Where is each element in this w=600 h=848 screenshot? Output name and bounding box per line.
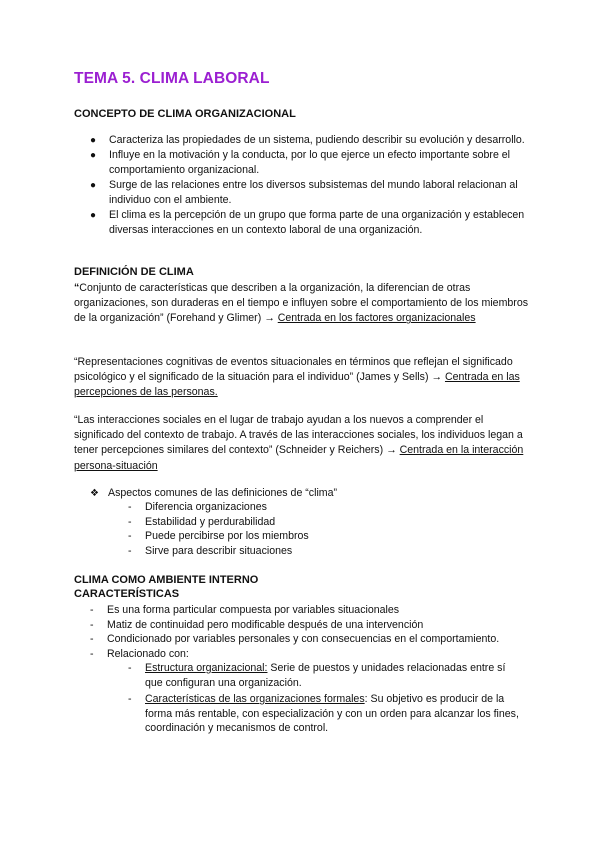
related-list	[128, 661, 523, 736]
definition-focus-label: Centrada en las percepciones de las personas.	[74, 371, 520, 399]
definition-paragraph-3: “Las interacciones sociales en el lugar de trabajo ayudan a los nuevos a comprender el significado del contexto de trabajo. A través de las interacciones sociales, los individuos legan a tener percepciones similares del contexto” (Schneider y Reichers) → Centrada en la interacción persona-situación	[74, 414, 524, 472]
bullet-dot-icon: ●	[90, 150, 97, 161]
concepto-bullet-list	[90, 133, 530, 238]
list-item: - Características de las organizaciones formales: Su objetivo es producir de la forma más rentable, con especialización y con un orden para alcanzar los fines, coordinación y mecanismos de control.	[128, 693, 519, 735]
list-item: - Diferencia organizaciones	[128, 501, 267, 513]
list-item: - Sirve para describir situaciones	[128, 544, 293, 557]
section-heading-concepto: CONCEPTO DE CLIMA ORGANIZACIONAL	[74, 108, 296, 120]
section-subheading-caracteristicas: CARACTERÍSTICAS	[74, 588, 180, 600]
list-item: - Estructura organizacional: Serie de puestos y unidades relacionadas entre sí que configuran una organización.	[128, 662, 506, 689]
bullet-dot-icon: ●	[90, 210, 97, 221]
page-title: TEMA 5. CLIMA LABORAL	[74, 70, 270, 87]
list-item: - Relacionado con:	[90, 647, 189, 660]
list-item: ● El clima es la percepción de un grupo que forma parte de una organización y establecen diversas interacciones en un contexto laboral de una organización.	[90, 209, 525, 236]
list-item: - Puede percibirse por los miembros	[128, 530, 309, 543]
bullet-dot-icon: ●	[90, 135, 97, 146]
list-item: ● Caracteriza las propiedades de un sistema, pudiendo describir su evolución y desarrollo.	[90, 134, 525, 146]
list-item: ● Surge de las relaciones entre los diversos subsistemas del mundo laboral relacionan al individuo con el ambiente.	[90, 179, 518, 206]
definition-focus-label: Centrada en los factores organizacionales	[277, 312, 476, 325]
section-heading-definicion: DEFINICIÓN DE CLIMA	[74, 266, 194, 278]
list-item: - Matiz de continuidad pero modificable después de una intervención	[90, 618, 424, 631]
list-item: - Estabilidad y perdurabilidad	[128, 515, 276, 528]
aspects-item: ❖ Aspectos comunes de las definiciones de “clima”	[90, 487, 338, 499]
section-heading-clima-interno: CLIMA COMO AMBIENTE INTERNO	[74, 574, 259, 586]
list-item: - Condicionado por variables personales y con consecuencias en el comportamiento.	[90, 633, 500, 646]
definition-paragraph-1: “Conjunto de características que describen a la organización, la diferencian de otras organizaciones, son duraderas en el tiempo e influyen sobre el comportamiento de los miembros de la organización” (Forehand y Glimer) → Centrada en los factores organizacionales	[74, 282, 529, 325]
list-item: ● Influye en la motivación y la conducta, por lo que ejerce un efecto importante sobre el comportamiento organizacional.	[90, 149, 511, 176]
definition-paragraph-2: “Representaciones cognitivas de eventos situacionales en términos que reflejan el significado psicológico y el significado de la situación para el individuo” (James y Sells) → Centrada en las percepciones de las personas.	[74, 356, 520, 399]
list-item: - Es una forma particular compuesta por variables situacionales	[90, 604, 400, 616]
characteristics-list	[90, 603, 540, 661]
definition-focus-label: Centrada en la interacción persona-situación	[74, 444, 524, 472]
aspects-list	[128, 500, 508, 558]
diamond-bullet-icon: ❖	[90, 488, 99, 499]
bullet-dot-icon: ●	[90, 180, 97, 191]
